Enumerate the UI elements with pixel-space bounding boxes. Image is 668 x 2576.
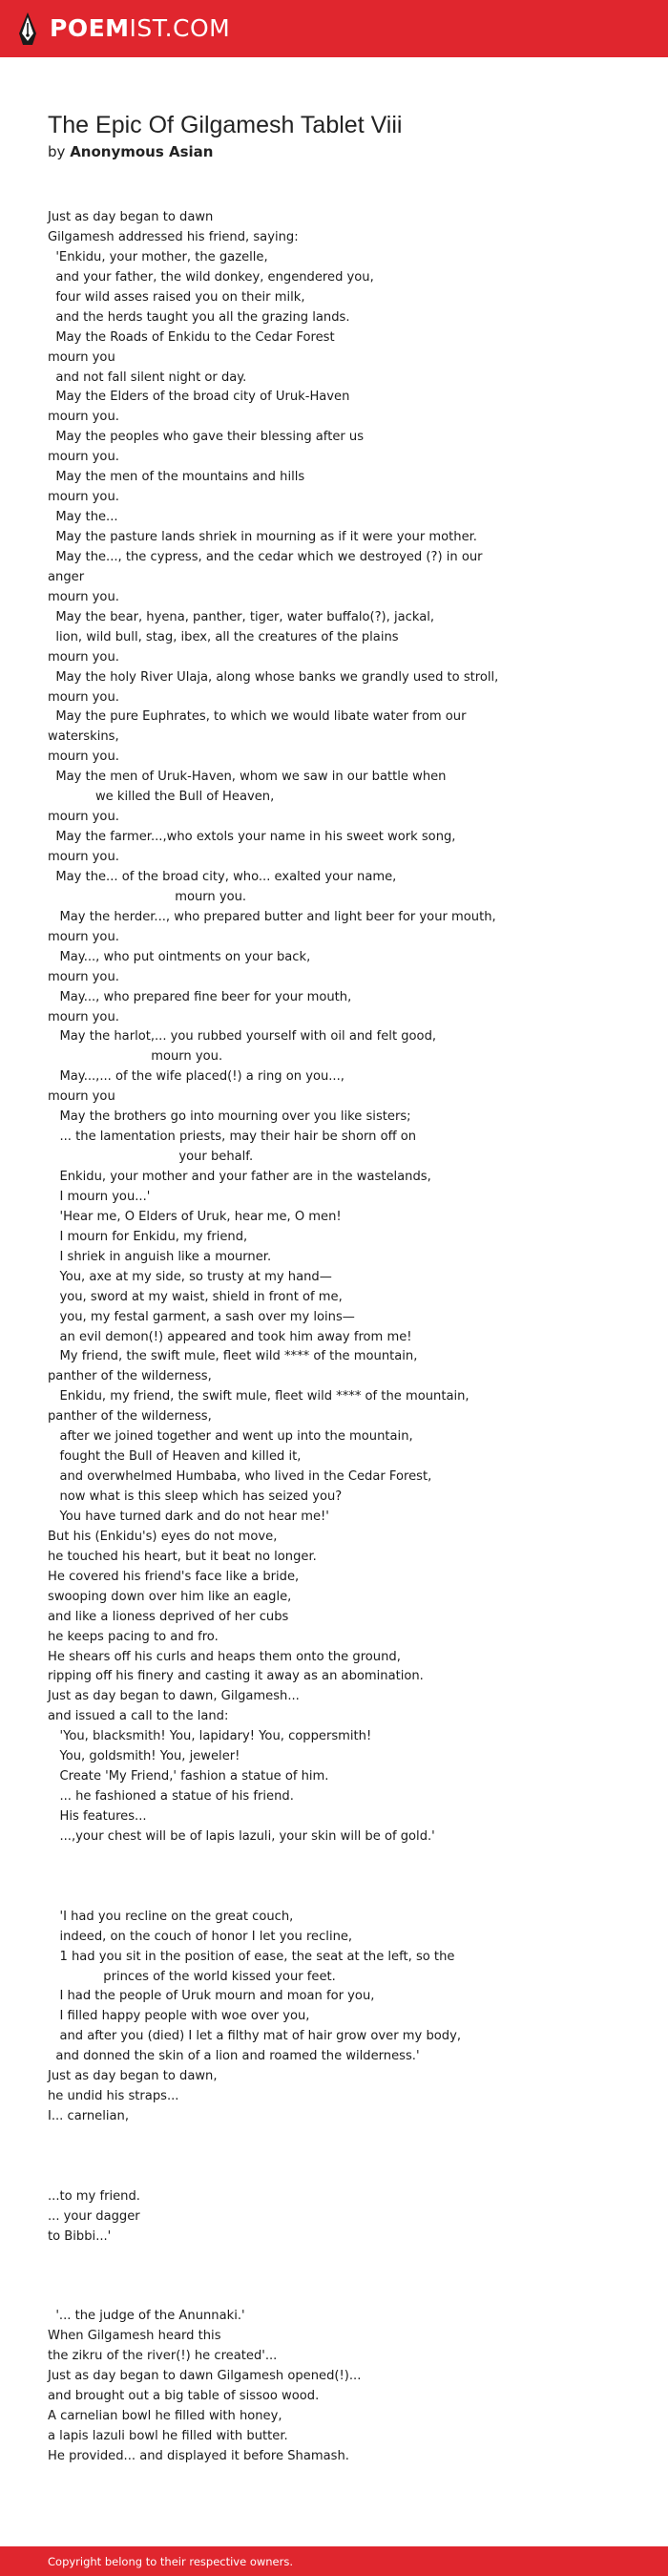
poem-line: mourn you. (48, 1009, 119, 1024)
poem-line: he undid his straps... (48, 2089, 179, 2104)
poem-header (48, 109, 630, 162)
poem-line: we killed the Bull of Heaven, (48, 790, 275, 805)
poem-line: 1 had you sit in the position of ease, the seat at the left, so the (48, 1949, 455, 1964)
poem-line: I filled happy people with woe over you, (48, 2009, 310, 2024)
poem-line: fought the Bull of Heaven and killed it, (48, 1449, 302, 1465)
poem-line: ripping off his finery and casting it away as an abomination. (48, 1669, 424, 1684)
poem-line: Enkidu, your mother and your father are in the wastelands, (48, 1170, 431, 1184)
poem-line: ... your dagger (48, 2208, 140, 2224)
poem-line: mourn you (48, 1089, 115, 1105)
poem-line: I mourn you...' (48, 1189, 151, 1204)
poem-line: to Bibbi...' (48, 2228, 112, 2244)
poem-line: Enkidu, my friend, the swift mule, fleet wild **** of the mountain, (48, 1389, 470, 1404)
poem-line: He provided... and displayed it before Shamash. (48, 2449, 349, 2463)
poem-line: he touched his heart, but it beat no longer. (48, 1549, 317, 1564)
poem-line: and not fall silent night or day. (48, 370, 247, 385)
poem-line: and like a lioness deprived of her cubs (48, 1609, 289, 1624)
poem-line: May...,... of the wife placed(!) a ring on you..., (48, 1069, 344, 1085)
poem-line: May..., who prepared fine beer for your mouth, (48, 989, 352, 1004)
stanza-break (48, 1848, 639, 1868)
poem-line: May the peoples who gave their blessing after us (48, 430, 365, 445)
poem-line: ... he fashioned a statue of his friend. (48, 1789, 294, 1805)
poem-line: mourn you. (48, 490, 119, 505)
poem-line: His features... (48, 1809, 147, 1824)
poem-line: four wild asses raised you on their milk, (48, 289, 305, 305)
stanza-break (48, 2147, 639, 2167)
poem-line: 'I had you recline on the great couch, (48, 1909, 294, 1924)
poem-line: My friend, the swift mule, fleet wild **** of the mountain, (48, 1349, 418, 1364)
poem-line: he keeps pacing to and fro. (48, 1629, 219, 1644)
poem-line: an evil demon(!) appeared and took him away from me! (48, 1329, 412, 1344)
poem-line: 'Hear me, O Elders of Uruk, hear me, O men! (48, 1209, 342, 1224)
poem-line: panther of the wilderness, (48, 1409, 212, 1425)
poem-line: He shears off his curls and heaps them onto the ground, (48, 1649, 401, 1664)
poem-line: mourn you (48, 349, 115, 365)
poem-title: The Epic Of Gilgamesh Tablet Viii (48, 112, 403, 138)
poem-line: Create 'My Friend,' fashion a statue of him. (48, 1769, 329, 1784)
poem-line: mourn you. (48, 850, 119, 864)
stanza-break (48, 2167, 639, 2187)
poem-line: May the harlot,... you rubbed yourself with oil and felt good, (48, 1029, 437, 1045)
poem-line: But his (Enkidu's) eyes do not move, (48, 1529, 278, 1544)
poem-line: May the Elders of the broad city of Uruk-Haven (48, 390, 350, 405)
poem-line: May the farmer...,who extols your name in his sweet work song, (48, 830, 456, 845)
poem-line: May the holy River Ulaja, along whose banks we grandly used to stroll, (48, 669, 499, 685)
poem-line: May the men of the mountains and hills (48, 470, 305, 485)
poem-line: mourn you. (48, 1049, 223, 1065)
stanza-break (48, 2248, 639, 2268)
poem-line: He covered his friend's face like a bride, (48, 1569, 300, 1584)
logo-text-strong: POEM (50, 14, 130, 42)
poem-line: and after you (died) I let a filthy mat of hair grow over my body, (48, 2029, 461, 2044)
poem-line: You, goldsmith! You, jeweler! (48, 1749, 240, 1764)
poem-line: When Gilgamesh heard this (48, 2329, 221, 2344)
byline-prefix: by (48, 143, 66, 160)
poem-line: May the... of the broad city, who... exalted your name, (48, 869, 397, 884)
poem-line: mourn you. (48, 889, 247, 904)
poem-line: a lapis lazuli bowl he filled with butter. (48, 2429, 288, 2444)
poem-line: mourn you. (48, 410, 119, 425)
poem-line: and your father, the wild donkey, engendered you, (48, 269, 374, 285)
poem-line: You have turned dark and do not hear me!' (48, 1509, 329, 1524)
poem-line: May the bear, hyena, panther, tiger, water buffalo(?), jackal, (48, 609, 435, 624)
poem-line: ... the lamentation priests, may their hair be shorn off on (48, 1130, 417, 1145)
poem-line: 'You, blacksmith! You, lapidary! You, coppersmith! (48, 1729, 372, 1744)
poem-line: Just as day began to dawn, (48, 2069, 218, 2084)
poem-line: now what is this sleep which has seized you? (48, 1489, 343, 1504)
site-header (0, 0, 668, 57)
poem-line: ...,your chest will be of lapis lazuli, your skin will be of gold.' (48, 1828, 435, 1844)
poem-line: after we joined together and went up into the mountain, (48, 1429, 413, 1445)
poem-line: and overwhelmed Humbaba, who lived in the Cedar Forest, (48, 1469, 432, 1485)
poem-line: princes of the world kissed your feet. (48, 1969, 336, 1984)
poem-line: mourn you. (48, 689, 119, 705)
poem-line: and donned the skin of a lion and roamed the wilderness.' (48, 2049, 420, 2064)
poem-line: May the pure Euphrates, to which we would libate water from our (48, 709, 467, 725)
poem-line: I... carnelian, (48, 2109, 130, 2124)
poem-line: the zikru of the river(!) he created'... (48, 2349, 278, 2364)
poem-line: May the Roads of Enkidu to the Cedar Forest (48, 329, 335, 345)
poem-line: '... the judge of the Anunnaki.' (48, 2309, 245, 2324)
poem-line: your behalf. (48, 1150, 254, 1165)
poem-line: you, sword at my waist, shield in front of me, (48, 1289, 343, 1304)
poem-line: mourn you. (48, 969, 119, 984)
poem-line: 'Enkidu, your mother, the gazelle, (48, 249, 268, 264)
poem-line: and the herds taught you all the grazing lands. (48, 309, 350, 325)
poem-line: and brought out a big table of sissoo wood. (48, 2389, 320, 2404)
poem-line: A carnelian bowl he filled with honey, (48, 2409, 282, 2424)
poem-line: Just as day began to dawn (48, 210, 214, 224)
poem-line: mourn you. (48, 450, 119, 465)
poem-line: Gilgamesh addressed his friend, saying: (48, 229, 299, 244)
author-name[interactable]: Anonymous Asian (70, 143, 214, 160)
poem-line: Just as day began to dawn Gilgamesh opened(!)... (48, 2369, 362, 2384)
site-logo-text (50, 11, 230, 46)
byline (48, 141, 630, 162)
pen-nib-icon (17, 11, 38, 46)
poem-line: I had the people of Uruk mourn and moan for you, (48, 1989, 375, 2004)
stanza-break (48, 2268, 639, 2288)
poem-line: mourn you. (48, 810, 119, 825)
poem-line: May..., who put ointments on your back, (48, 949, 311, 964)
poem-line: lion, wild bull, stag, ibex, all the creatures of the plains (48, 629, 399, 644)
stanza-break (48, 2288, 639, 2308)
logo-text-light: IST.COM (129, 14, 231, 42)
poem-line: mourn you. (48, 589, 119, 604)
poem-body (48, 208, 639, 2467)
poem-line: May the brothers go into mourning over you like sisters; (48, 1109, 411, 1125)
stanza-break (48, 1888, 639, 1908)
poem-line: waterskins, (48, 729, 119, 745)
copyright-notice: Copyright belong to their respective owners. (48, 2555, 294, 2568)
stanza-break (48, 1868, 639, 1888)
site-footer (0, 2546, 668, 2576)
poem-line: May the... (48, 510, 118, 525)
poem-line: and issued a call to the land: (48, 1709, 229, 1724)
poem-line: indeed, on the couch of honor I let you recline, (48, 1929, 353, 1944)
poem-line: May the..., the cypress, and the cedar which we destroyed (?) in our (48, 549, 483, 564)
poem-line: I mourn for Enkidu, my friend, (48, 1229, 248, 1244)
poem-line: anger (48, 569, 85, 584)
poem-line: I shriek in anguish like a mourner. (48, 1249, 272, 1264)
poem-line: panther of the wilderness, (48, 1369, 212, 1384)
poem-line: mourn you. (48, 649, 119, 665)
poem-line: May the pasture lands shriek in mourning as if it were your mother. (48, 530, 477, 544)
poem-line: swooping down over him like an eagle, (48, 1589, 292, 1604)
stanza-break (48, 2127, 639, 2147)
poem-line: May the herder..., who prepared butter and light beer for your mouth, (48, 909, 496, 924)
poem-line: Just as day began to dawn, Gilgamesh... (48, 1689, 300, 1704)
poem-line: mourn you. (48, 929, 119, 944)
site-logo[interactable] (17, 11, 230, 46)
poem-line: you, my festal garment, a sash over my loins— (48, 1309, 355, 1324)
poem-line: ...to my friend. (48, 2188, 140, 2204)
poem-line: You, axe at my side, so trusty at my hand— (48, 1269, 332, 1284)
poem-line: mourn you. (48, 750, 119, 765)
poem-line: May the men of Uruk-Haven, whom we saw in our battle when (48, 770, 447, 785)
